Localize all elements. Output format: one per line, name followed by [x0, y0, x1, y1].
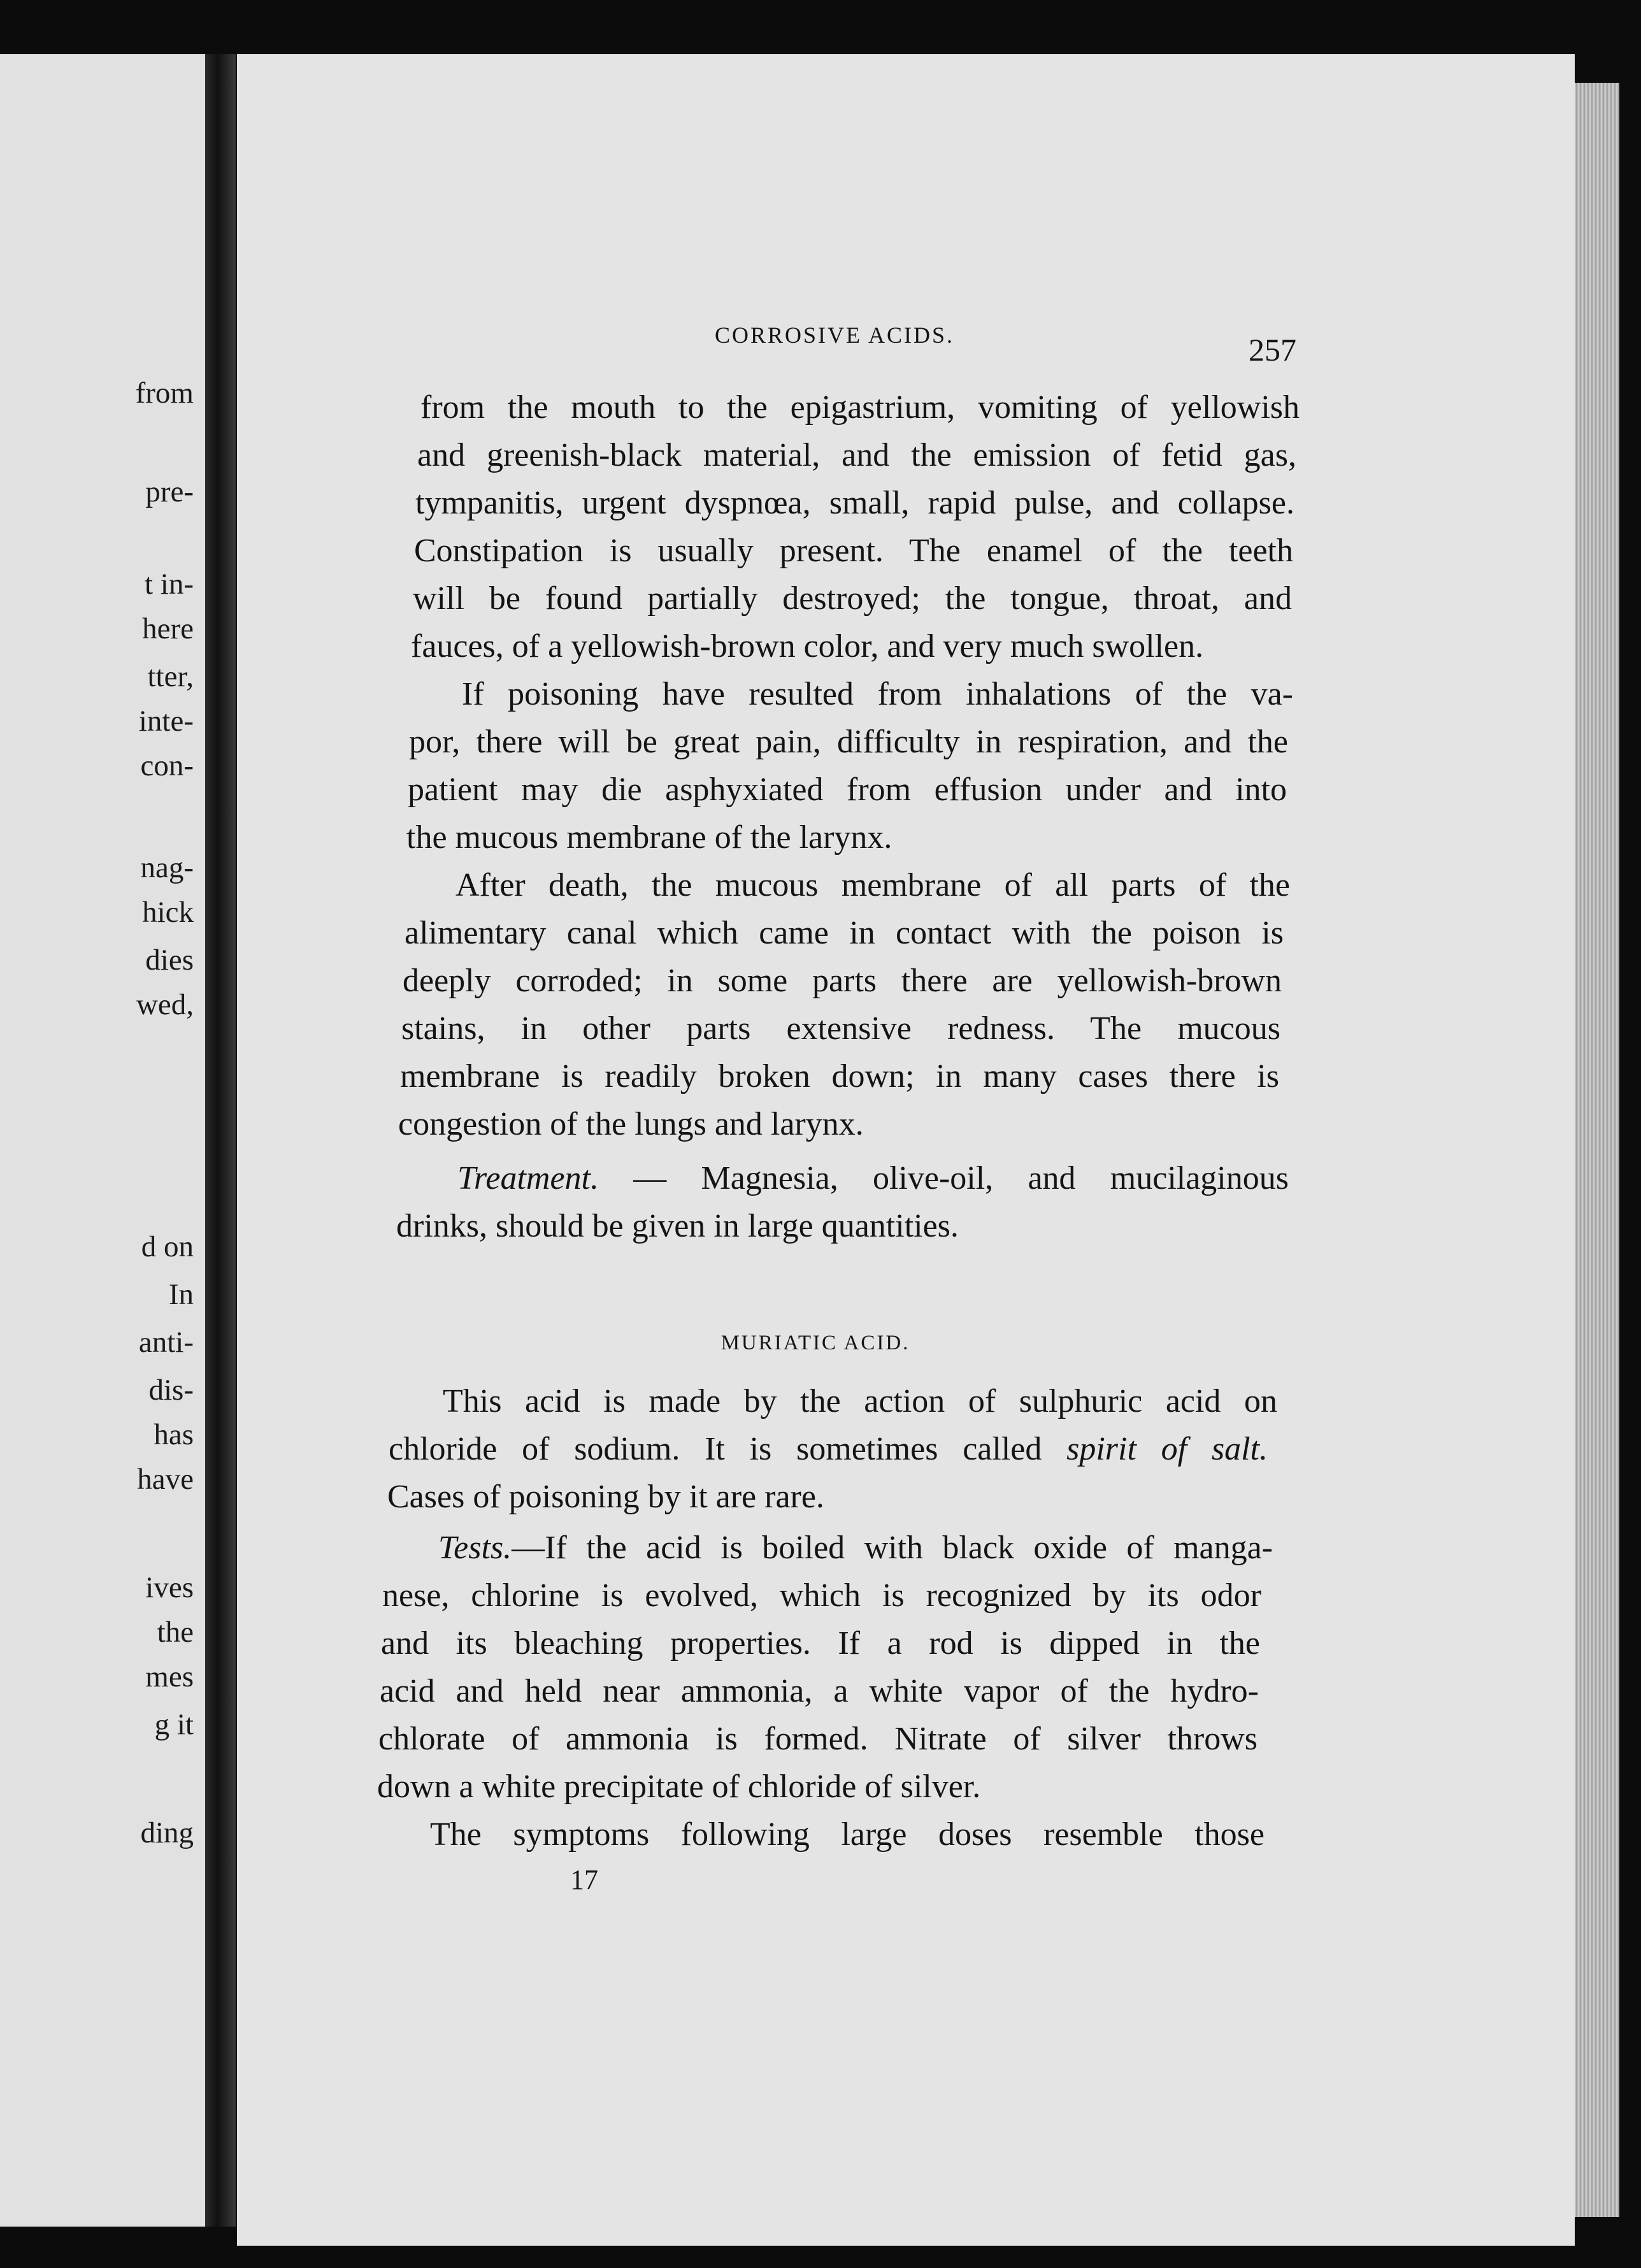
left-page-fragment: wed, [136, 988, 194, 1021]
left-page-fragment: hick [142, 896, 194, 929]
book-gutter [205, 54, 236, 2227]
text-line: fauces, of a yellowish-brown color, and very much swollen. [411, 628, 1204, 664]
text-line [389, 1430, 1268, 1468]
italic-text: spirit of salt. [1066, 1431, 1268, 1467]
left-page-fragment: inte- [138, 705, 194, 738]
text-line: patient may die asphyxiated from effusion under and into [408, 772, 1287, 808]
text-line: deeply corroded; in some parts there are yellowish-brown [403, 963, 1282, 999]
text-line: If poisoning have resulted from inhalations of the va- [462, 676, 1293, 712]
left-page-margin [0, 54, 205, 2227]
left-page-fragment: the [157, 1616, 194, 1649]
running-head: CORROSIVE ACIDS. [714, 322, 955, 348]
left-page-fragment: con- [140, 749, 194, 782]
book-page [237, 54, 1575, 2246]
page-edges [1575, 83, 1619, 2217]
left-page-fragment: has [154, 1418, 194, 1451]
text-line: down a white precipitate of chloride of silver. [377, 1769, 981, 1805]
text-line: tympanitis, urgent dyspnœa, small, rapid pulse, and collapse. [415, 485, 1294, 521]
text-line: from the mouth to the epigastrium, vomiting of yellowish [420, 389, 1300, 426]
text-line: Constipation is usually present. The enamel of the teeth [414, 533, 1293, 569]
left-page-fragment: t in- [144, 568, 194, 601]
text-line [438, 1529, 1273, 1567]
section-heading: MURIATIC ACID. [720, 1331, 910, 1354]
signature-mark: 17 [570, 1864, 598, 1895]
left-page-fragment: g it [154, 1708, 194, 1741]
text-line: alimentary canal which came in contact with the poison is [405, 915, 1284, 951]
text-line: nese, chlorine is evolved, which is recognized by its odor [382, 1577, 1261, 1614]
text-line: and its bleaching properties. If a rod is dipped in the [381, 1625, 1260, 1662]
text-line: membrane is readily broken down; in many cases there is [400, 1058, 1279, 1095]
italic-text: Tests. [438, 1530, 512, 1566]
left-page-fragment: dies [145, 944, 194, 977]
left-page-fragment: dis- [148, 1374, 194, 1407]
text-span: — Magnesia, olive-oil, and mucilaginous [598, 1160, 1289, 1196]
italic-text: Treatment. [457, 1160, 599, 1196]
text-line: Cases of poisoning by it are rare. [387, 1479, 824, 1515]
text-line: stains, in other parts extensive redness. The mucous [401, 1010, 1280, 1047]
left-page-fragment: In [168, 1278, 194, 1311]
text-span: chloride of sodium. It is sometimes called [389, 1431, 1067, 1467]
left-page-fragment: tter, [147, 660, 194, 693]
left-page-fragment: d on [141, 1230, 194, 1263]
page-number: 257 [1249, 332, 1296, 368]
text-line: drinks, should be given in large quantities. [396, 1208, 959, 1244]
left-page-fragment: have [137, 1463, 194, 1496]
text-line: The symptoms following large doses resemble those [430, 1816, 1265, 1853]
left-page-fragment: ives [145, 1571, 194, 1604]
left-page-fragment: ding [140, 1816, 194, 1849]
text-line: will be found partially destroyed; the tongue, throat, and [413, 580, 1292, 617]
text-span: —If the acid is boiled with black oxide of manga- [512, 1530, 1273, 1566]
text-line: chlorate of ammonia is formed. Nitrate of silver throws [378, 1721, 1258, 1757]
text-line: acid and held near ammonia, a white vapor of the hydro- [380, 1673, 1259, 1709]
text-line: This acid is made by the action of sulphuric acid on [443, 1383, 1277, 1419]
text-line: and greenish-black material, and the emission of fetid gas, [417, 437, 1296, 473]
text-line [457, 1159, 1289, 1197]
left-page-fragment: here [142, 612, 194, 645]
left-page-fragment: anti- [138, 1326, 194, 1359]
left-page-fragment: nag- [140, 851, 194, 884]
left-page-fragment: from [135, 377, 194, 410]
text-line: por, there will be great pain, difficulty in respiration, and the [409, 724, 1288, 760]
left-page-fragment: pre- [145, 475, 194, 508]
text-line: After death, the mucous membrane of all parts of the [455, 867, 1290, 903]
text-line: congestion of the lungs and larynx. [398, 1106, 864, 1142]
text-line: the mucous membrane of the larynx. [406, 819, 892, 856]
left-page-fragment: mes [145, 1660, 194, 1693]
